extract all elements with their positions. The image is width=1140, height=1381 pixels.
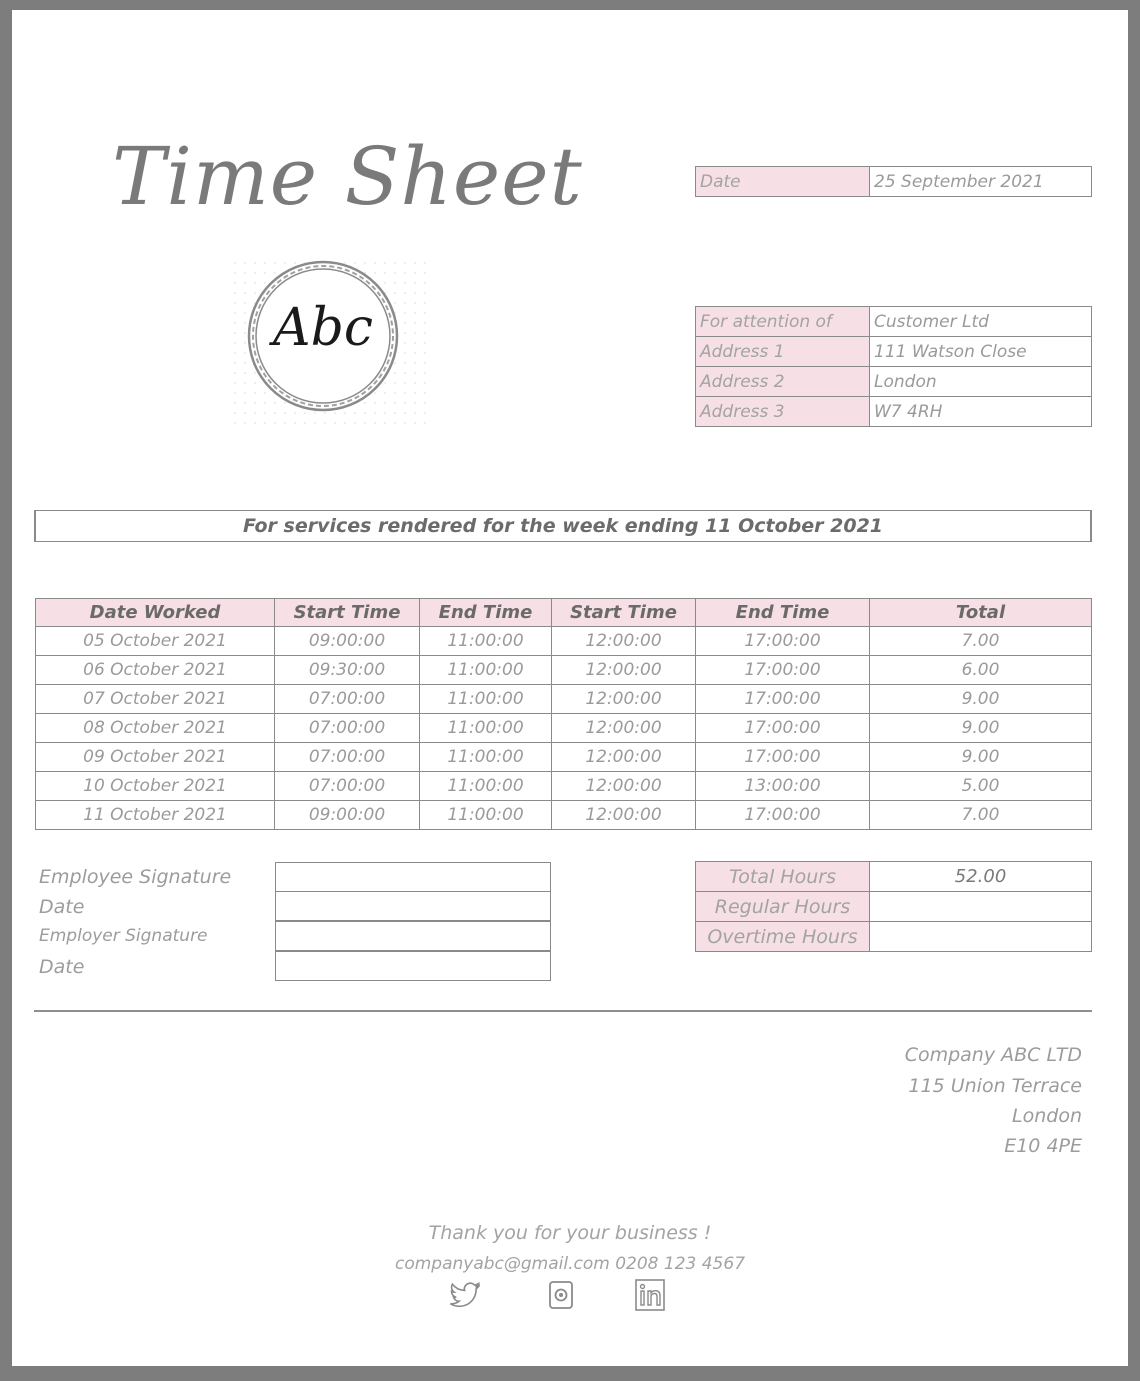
cell-total: 5.00: [870, 772, 1092, 801]
cell-end-2[interactable]: 17:00:00: [696, 627, 870, 656]
cell-end-2[interactable]: 17:00:00: [696, 801, 870, 830]
cell-date[interactable]: 06 October 2021: [36, 656, 275, 685]
company-street: 115 Union Terrace: [908, 1075, 1082, 1097]
hours-table: [35, 598, 1092, 830]
summary-row: [696, 862, 1092, 892]
attention-label: For attention of: [696, 307, 870, 337]
cell-end-2[interactable]: 17:00:00: [696, 685, 870, 714]
date-field-2[interactable]: [275, 951, 551, 981]
cell-end-2[interactable]: 17:00:00: [696, 743, 870, 772]
col-start-time-2: Start Time: [552, 599, 696, 627]
employer-signature-field[interactable]: [275, 921, 551, 951]
address1-label: Address 1: [696, 337, 870, 367]
cell-end-1[interactable]: 11:00:00: [420, 656, 552, 685]
cell-end-2[interactable]: 17:00:00: [696, 656, 870, 685]
regular-hours-value[interactable]: [870, 892, 1092, 922]
date-label-2: Date: [39, 956, 85, 978]
cell-start-2[interactable]: 12:00:00: [552, 743, 696, 772]
regular-hours-label: Regular Hours: [696, 892, 870, 922]
section-divider: [34, 1010, 1092, 1012]
summary-row: [696, 922, 1092, 952]
total-hours-label: Total Hours: [696, 862, 870, 892]
cell-total: 9.00: [870, 685, 1092, 714]
cell-total: 7.00: [870, 801, 1092, 830]
overtime-hours-label: Overtime Hours: [696, 922, 870, 952]
cell-start-1[interactable]: 07:00:00: [275, 714, 420, 743]
cell-start-1[interactable]: 07:00:00: [275, 772, 420, 801]
table-row: [36, 656, 1092, 685]
cell-end-2[interactable]: 13:00:00: [696, 772, 870, 801]
customer-table: [695, 306, 1092, 427]
company-city: London: [1012, 1105, 1082, 1127]
cell-date[interactable]: 08 October 2021: [36, 714, 275, 743]
col-date-worked: Date Worked: [36, 599, 275, 627]
cell-total: 7.00: [870, 627, 1092, 656]
cell-total: 9.00: [870, 714, 1092, 743]
address2-value[interactable]: London: [870, 367, 1092, 397]
cell-start-2[interactable]: 12:00:00: [552, 627, 696, 656]
total-hours-value: 52.00: [870, 862, 1092, 892]
employee-signature-field[interactable]: [275, 862, 551, 892]
summary-row: [696, 892, 1092, 922]
cell-start-1[interactable]: 09:30:00: [275, 656, 420, 685]
cell-start-2[interactable]: 12:00:00: [552, 656, 696, 685]
address3-label: Address 3: [696, 397, 870, 427]
summary-table: [695, 861, 1092, 952]
cell-start-1[interactable]: 09:00:00: [275, 627, 420, 656]
col-end-time-1: End Time: [420, 599, 552, 627]
cell-start-2[interactable]: 12:00:00: [552, 772, 696, 801]
col-total: Total: [870, 599, 1092, 627]
company-logo: [230, 258, 426, 428]
timesheet-page: [12, 10, 1128, 1366]
customer-row: [696, 367, 1092, 397]
date-value[interactable]: 25 September 2021: [870, 167, 1092, 197]
cell-date[interactable]: 11 October 2021: [36, 801, 275, 830]
cell-start-2[interactable]: 12:00:00: [552, 714, 696, 743]
cell-start-2[interactable]: 12:00:00: [552, 685, 696, 714]
overtime-hours-value[interactable]: [870, 922, 1092, 952]
cell-total: 6.00: [870, 656, 1092, 685]
twitter-icon[interactable]: [448, 1277, 484, 1313]
date-field-1[interactable]: [275, 891, 551, 921]
cell-start-2[interactable]: 12:00:00: [552, 801, 696, 830]
address1-value[interactable]: 111 Watson Close: [870, 337, 1092, 367]
table-row: [36, 714, 1092, 743]
date-label-1: Date: [39, 896, 85, 918]
cell-end-1[interactable]: 11:00:00: [420, 801, 552, 830]
table-row: [36, 801, 1092, 830]
services-rendered-banner: For services rendered for the week ending 11 October 2021: [34, 510, 1092, 542]
customer-row: [696, 397, 1092, 427]
address3-value[interactable]: W7 4RH: [870, 397, 1092, 427]
employer-signature-label: Employer Signature: [39, 926, 208, 946]
cell-total: 9.00: [870, 743, 1092, 772]
table-row: [36, 743, 1092, 772]
date-table: [695, 166, 1092, 197]
table-row: [36, 627, 1092, 656]
cell-end-2[interactable]: 17:00:00: [696, 714, 870, 743]
instagram-icon[interactable]: [543, 1277, 579, 1313]
customer-row: [696, 307, 1092, 337]
cell-start-1[interactable]: 07:00:00: [275, 685, 420, 714]
date-row: [696, 167, 1092, 197]
cell-end-1[interactable]: 11:00:00: [420, 627, 552, 656]
linkedin-icon[interactable]: [632, 1277, 668, 1313]
cell-start-1[interactable]: 09:00:00: [275, 801, 420, 830]
cell-end-1[interactable]: 11:00:00: [420, 685, 552, 714]
table-header-row: [36, 599, 1092, 627]
cell-end-1[interactable]: 11:00:00: [420, 772, 552, 801]
cell-end-1[interactable]: 11:00:00: [420, 743, 552, 772]
employee-signature-label: Employee Signature: [39, 866, 232, 888]
date-label: Date: [696, 167, 870, 197]
col-start-time-1: Start Time: [275, 599, 420, 627]
cell-date[interactable]: 09 October 2021: [36, 743, 275, 772]
cell-date[interactable]: 10 October 2021: [36, 772, 275, 801]
cell-start-1[interactable]: 07:00:00: [275, 743, 420, 772]
cell-date[interactable]: 07 October 2021: [36, 685, 275, 714]
company-postcode: E10 4PE: [1004, 1135, 1082, 1157]
cell-date[interactable]: 05 October 2021: [36, 627, 275, 656]
customer-row: [696, 337, 1092, 367]
cell-end-1[interactable]: 11:00:00: [420, 714, 552, 743]
contact-text[interactable]: companyabc@gmail.com 0208 123 4567: [394, 1254, 746, 1274]
address2-label: Address 2: [696, 367, 870, 397]
thank-you-text: Thank you for your business !: [428, 1222, 712, 1244]
page-title: Time Sheet: [112, 130, 583, 223]
col-end-time-2: End Time: [696, 599, 870, 627]
table-row: [36, 685, 1092, 714]
company-name: Company ABC LTD: [904, 1044, 1082, 1066]
attention-value[interactable]: Customer Ltd: [870, 307, 1092, 337]
table-row: [36, 772, 1092, 801]
logo-text: Abc: [273, 298, 373, 358]
